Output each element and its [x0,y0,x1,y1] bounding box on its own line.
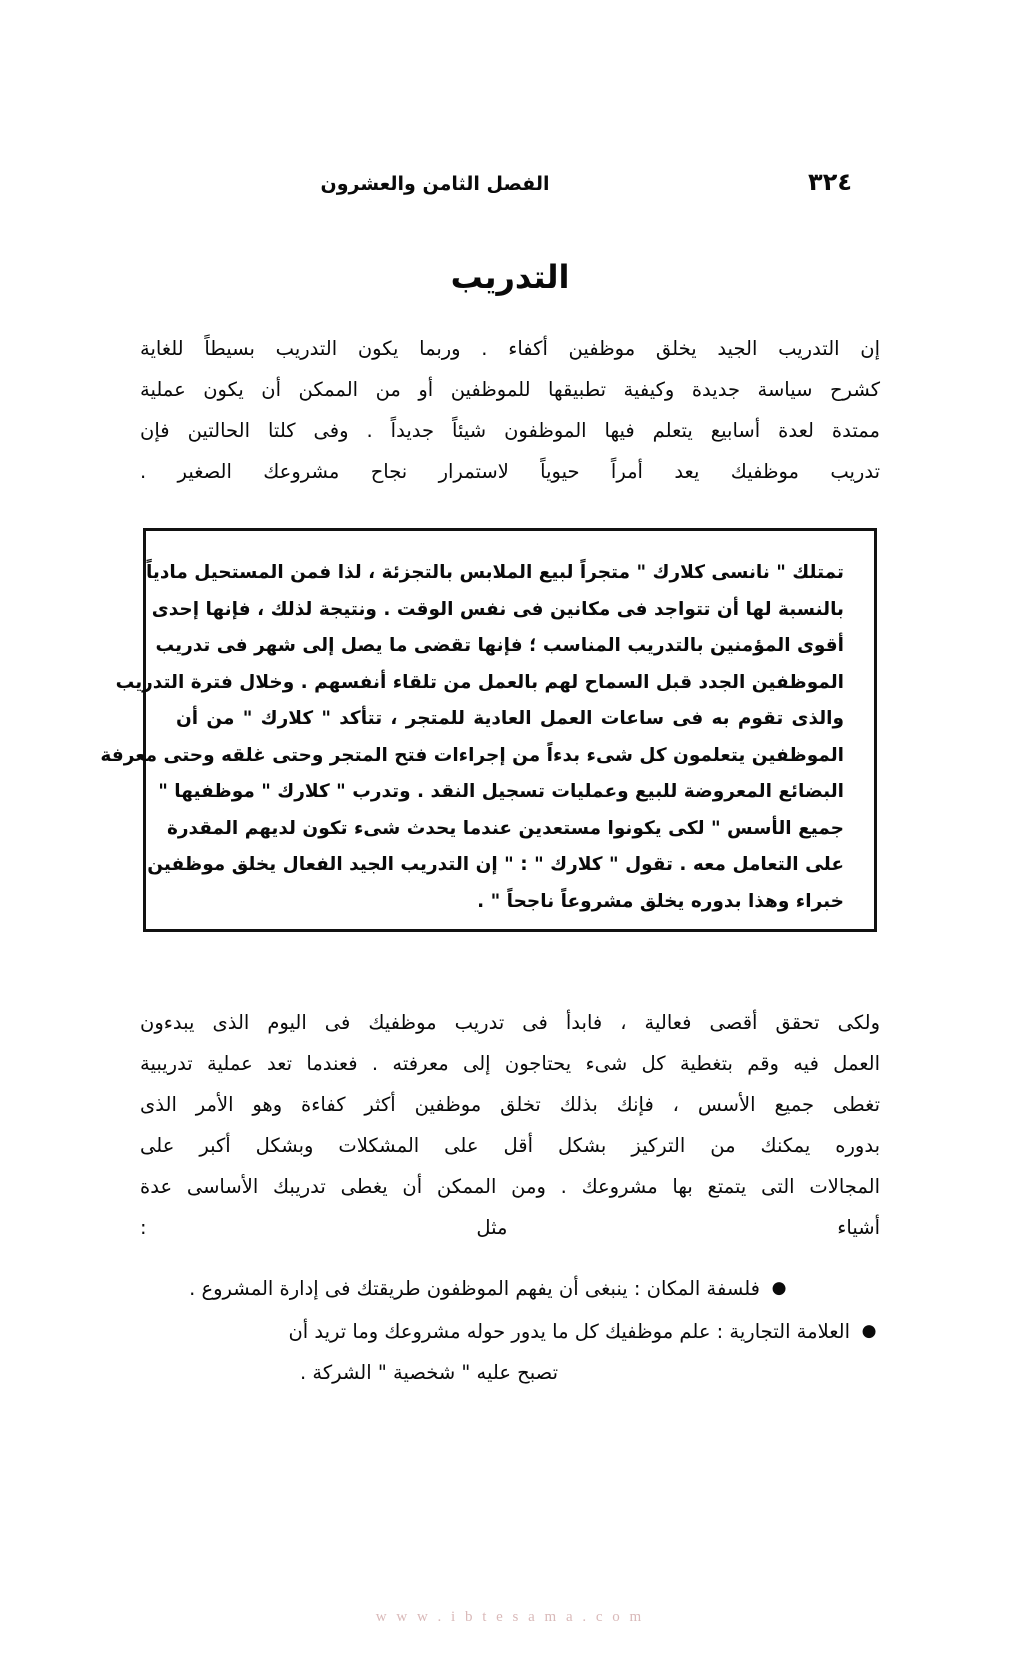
paragraph-line: العمل فيه وقم بتغطية كل شىء يحتاجون إلى معرفته . فعندما تعد عملية تدريبية [140,1052,880,1075]
case-study-box [100,528,877,932]
list-item-text [140,1268,760,1309]
bullet-dot-icon: ● [771,1278,787,1298]
paragraph-line: المجالات التى يتمتع بها مشروعك . ومن الممكن أن يغطى تدريبك الأساسى عدة [140,1175,880,1198]
quote-line: جميع الأسس " لكى يكونوا مستعدين عندما يحدث شىء تكون لديهم المقدرة [166,817,844,839]
quote-line: على التعامل معه . تقول " كلارك " : " إن التدريب الجيد الفعال يخلق موظفين [147,854,844,875]
paragraph-line: أشياء مثل : [140,1216,880,1239]
quote-line: البضائع المعروضة للبيع وعمليات تسجيل النقد . وتدرب " كلارك " موظفيها " [158,781,844,802]
quote-line: الموظفين يتعلمون كل شىء بدءاً من إجراءات فتح المتجر وحتى غلقه وحتى معرفة [100,744,844,766]
list-item-line: تصبح عليه " شخصية " الشركة . [300,1361,558,1384]
page-number: ٣٢٤ [808,168,852,196]
list-item-text [140,1311,850,1393]
intro-paragraph [140,328,880,492]
paragraph-line: تدريب موظفيك يعد أمراً حيوياً لاستمرار نجاح مشروعك الصغير . [140,460,880,483]
list-item [140,1311,880,1393]
quote-line: أقوى المؤمنين بالتدريب المناسب ؛ فإنها تقضى ما يصل إلى شهر فى تدريب [155,635,844,656]
quote-line: تمتلك " نانسى كلارك " متجراً لبيع الملابس بالتجزئة ، لذا فمن المستحيل مادياً [145,562,844,583]
body-paragraph [140,1002,880,1248]
quote-line: بالنسبة لها أن تتواجد فى مكانين فى نفس الوقت . ونتيجة لذلك ، فإنها إحدى [151,598,844,620]
bullet-list [140,1268,880,1395]
quote-line: الموظفين الجدد قبل السماح لهم بالعمل من تلقاء أنفسهم . وخلال فترة التدريب [115,671,844,693]
chapter-heading: الفصل الثامن والعشرون [320,173,550,195]
paragraph-line: كشرح سياسة جديدة وكيفية تطبيقها للموظفين أو من الممكن أن يكون عملية [140,378,880,401]
running-head [168,168,852,202]
list-item-line: العلامة التجارية : علم موظفيك كل ما يدور حوله مشروعك وما تريد أن [288,1320,850,1343]
page-title: التدريب [450,258,570,296]
list-item [140,1268,880,1309]
list-item-line: فلسفة المكان : ينبغى أن يفهم الموظفون طريقتك فى إدارة المشروع . [189,1277,760,1300]
paragraph-line: بدوره يمكنك من التركيز بشكل أقل على المشكلات وبشكل أكبر على [140,1134,880,1157]
quote-line: والذى تقوم به فى ساعات العمل العادية للمتجر ، تتأكد " كلارك " من أن [176,708,844,729]
quote-line: خبراء وهذا بدوره يخلق مشروعاً ناجحاً " . [477,890,844,912]
paragraph-line: ممتدة لعدة أسابيع يتعلم فيها الموظفون شيئاً جديداً . وفى كلتا الحالتين فإن [140,419,880,442]
paragraph-line: ولكى تحقق أقصى فعالية ، فابدأ فى تدريب موظفيك فى اليوم الذى يبدءون [140,1011,880,1034]
site-watermark: w w w . i b t e s a m a . c o m [375,1609,645,1625]
bullet-dot-icon: ● [861,1321,877,1341]
paragraph-line: تغطى جميع الأسس ، فإنك بذلك تخلق موظفين أكثر كفاءة وهو الأمر الذى [140,1093,880,1116]
paragraph-line: إن التدريب الجيد يخلق موظفين أكفاء . وربما يكون التدريب بسيطاً للغاية [140,337,880,360]
